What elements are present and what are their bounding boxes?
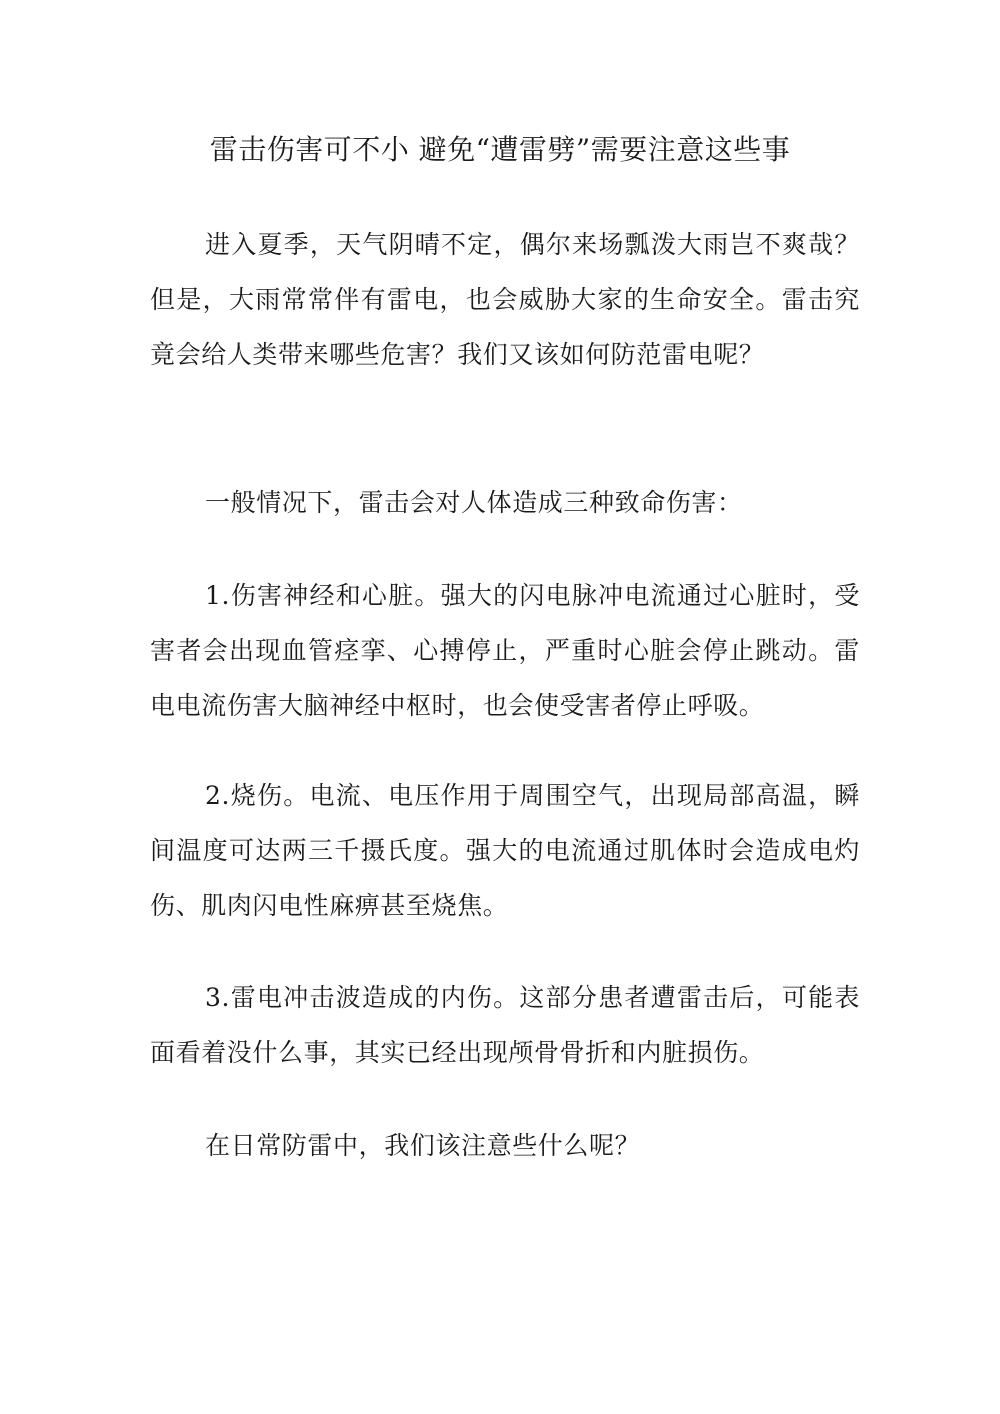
paragraph-closing: 在日常防雷中，我们该注意些什么呢？ (205, 1131, 641, 1160)
paragraph-item-1: 1.伤害神经和心脏。强大的闪电脉冲电流通过心脏时，受害者会出现血管痉挛、心搏停止，严重时心脏会停止跳动。雷电电流伤害大脑神经中枢时，也会使受害者停止呼吸。 (150, 581, 860, 720)
paragraph-item-2: 2.烧伤。电流、电压作用于周围空气，出现局部高温，瞬间温度可达两三千摄氏度。强大的电流通过肌体时会造成电灼伤、肌肉闪电性麻痹甚至烧焦。 (150, 781, 860, 920)
paragraph-intro: 进入夏季，天气阴晴不定，偶尔来场瓢泼大雨岂不爽哉？但是，大雨常常伴有雷电，也会威胁大家的生命安全。雷击究竟会给人类带来哪些危害？我们又该如何防范雷电呢？ (150, 230, 860, 369)
paragraph-overview: 一般情况下，雷击会对人体造成三种致命伤害： (205, 488, 743, 517)
paragraph-item-3: 3.雷电冲击波造成的内伤。这部分患者遭雷击后，可能表面看着没什么事，其实已经出现颅骨骨折和内脏损伤。 (150, 983, 860, 1067)
article-title: 雷击伤害可不小 避免“遭雷劈”需要注意这些事 (209, 133, 791, 166)
